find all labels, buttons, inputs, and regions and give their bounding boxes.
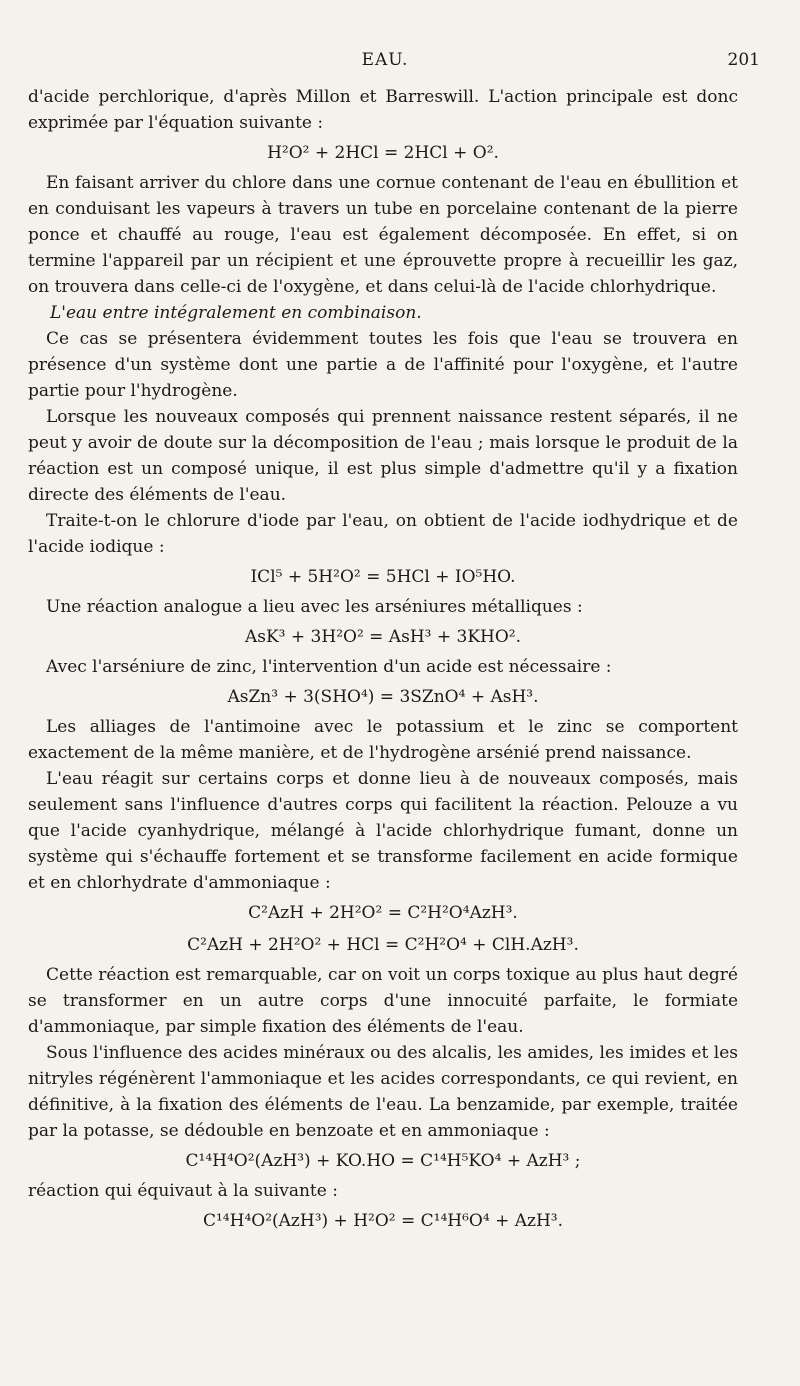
page-body	[28, 84, 738, 1238]
equation-5: C²AzH + 2H²O² = C²H²O⁴AzH³.	[248, 903, 518, 923]
equation-3: AsK³ + 3H²O² = AsH³ + 3KHO².	[244, 627, 522, 647]
paragraph-9: L'eau réagit sur certains corps et donne lieu à de nouveaux composés, mais seulement sans l'influence d'autres corps qui facilitent la réaction. Pelouze a vu que l'acide cyanhydrique, mélangé à l'acide chlorhydrique fumant, donne un système qui s'échauffe fortement et se transforme facilement en acide formique et en chlorhydrate d'ammoniaque :	[28, 769, 738, 893]
page-number: 201	[727, 50, 760, 70]
section-title: L'eau entre intégralement en combinaison.	[50, 303, 422, 323]
paragraph-6: Une réaction analogue a lieu avec les arséniures métalliques :	[46, 597, 583, 617]
paragraph-7: Avec l'arséniure de zinc, l'intervention d'un acide est nécessaire :	[46, 657, 612, 677]
equation-1: H²O² + 2HCl = 2HCl + O².	[267, 143, 499, 163]
paragraph-1: d'acide perchlorique, d'après Millon et Barreswill. L'action principale est donc exprimée par l'équation suivante :	[28, 87, 738, 133]
paragraph-11: Sous l'influence des acides minéraux ou des alcalis, les amides, les imides et les nitryles régénèrent l'ammoniaque et les acides correspondants, ce qui revient, en définitive, à la fixation des éléments de l'eau. La benzamide, par exemple, traitée par la potasse, se dédouble en benzoate et en ammoniaque :	[28, 1043, 738, 1141]
paragraph-8: Les alliages de l'antimoine avec le potassium et le zinc se comportent exactement de la même manière, et de l'hydrogène arsénié prend naissance.	[28, 717, 738, 763]
equation-8: C¹⁴H⁴O²(AzH³) + H²O² = C¹⁴H⁶O⁴ + AzH³.	[202, 1211, 564, 1231]
paragraph-4: Lorsque les nouveaux composés qui prennent naissance restent séparés, il ne peut y avoir de doute sur la décomposition de l'eau ; mais lorsque le produit de la réaction est un composé unique, il est plus simple d'admettre qu'il y a fixation directe des éléments de l'eau.	[28, 407, 738, 505]
paragraph-2: En faisant arriver du chlore dans une cornue contenant de l'eau en ébullition et en conduisant les vapeurs à travers un tube en porcelaine contenant de la pierre ponce et chauffé au rouge, l'eau est également décomposée. En effet, si on termine l'appareil par un récipient et une éprouvette propre à recueillir les gaz, on trouvera dans celle-ci de l'oxygène, et dans celui-là de l'acide chlorhydrique.	[28, 173, 738, 297]
paragraph-10: Cette réaction est remarquable, car on voit un corps toxique au plus haut degré se transformer en un autre corps d'une innocuité parfaite, le formiate d'ammoniaque, par simple fixation des éléments de l'eau.	[28, 965, 738, 1037]
equation-6: C²AzH + 2H²O² + HCl = C²H²O⁴ + ClH.AzH³.	[187, 935, 579, 955]
paragraph-12: réaction qui équivaut à la suivante :	[28, 1181, 338, 1201]
page-header	[30, 50, 760, 74]
equation-7: C¹⁴H⁴O²(AzH³) + KO.HO = C¹⁴H⁵KO⁴ + AzH³ ;	[185, 1151, 581, 1171]
paragraph-5: Traite-t-on le chlorure d'iode par l'eau, on obtient de l'acide iodhydrique et de l'acide iodique :	[28, 511, 738, 557]
paragraph-3: Ce cas se présentera évidemment toutes les fois que l'eau se trouvera en présence d'un système dont une partie a de l'affinité pour l'oxygène, et l'autre partie pour l'hydrogène.	[28, 329, 738, 401]
equation-4: AsZn³ + 3(SHO⁴) = 3SZnO⁴ + AsH³.	[227, 687, 539, 707]
running-title: EAU.	[361, 50, 409, 70]
equation-2: ICl⁵ + 5H²O² = 5HCl + IO⁵HO.	[250, 567, 516, 587]
